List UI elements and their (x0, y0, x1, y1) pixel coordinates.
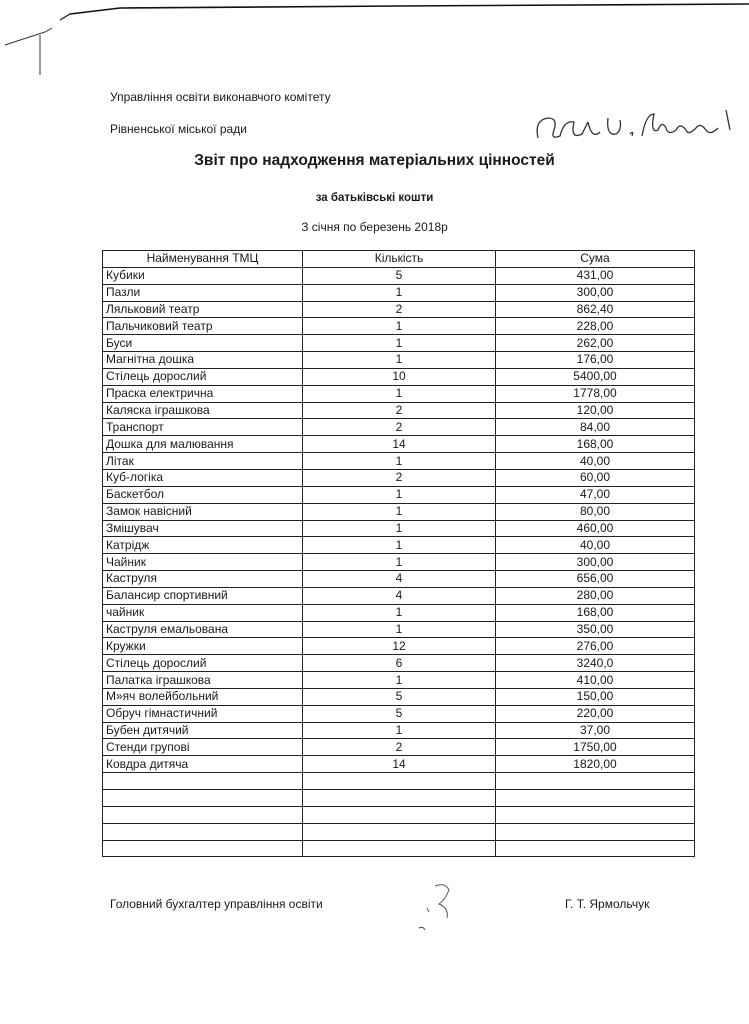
item-quantity: 1 (303, 537, 496, 554)
item-quantity: 1 (303, 486, 496, 503)
item-sum: 60,00 (496, 469, 695, 486)
item-name: чайник (103, 604, 303, 621)
item-quantity: 2 (303, 301, 496, 318)
item-quantity: 1 (303, 604, 496, 621)
empty-cell (303, 773, 496, 790)
table-row (103, 385, 695, 402)
table-row (103, 571, 695, 588)
item-name: Ковдра дитяча (103, 756, 303, 773)
item-quantity: 2 (303, 402, 496, 419)
item-sum: 47,00 (496, 486, 695, 503)
table-row (103, 368, 695, 385)
item-sum: 150,00 (496, 688, 695, 705)
empty-cell (496, 840, 695, 857)
item-name: Катрідж (103, 537, 303, 554)
item-quantity: 1 (303, 352, 496, 369)
item-quantity: 1 (303, 284, 496, 301)
item-sum: 176,00 (496, 352, 695, 369)
accountant-name: Г. Т. Ярмольчук (565, 897, 650, 911)
item-sum: 300,00 (496, 284, 695, 301)
item-quantity: 1 (303, 385, 496, 402)
table-row (103, 436, 695, 453)
item-quantity: 1 (303, 672, 496, 689)
table-row (103, 621, 695, 638)
item-name: Балансир спортивний (103, 587, 303, 604)
item-name: Палатка іграшкова (103, 672, 303, 689)
handwritten-signature (530, 100, 745, 155)
header-sum: Сума (496, 251, 695, 268)
item-sum: 84,00 (496, 419, 695, 436)
item-name: Буси (103, 335, 303, 352)
item-quantity: 6 (303, 655, 496, 672)
scan-edge-marks (0, 0, 749, 90)
table-row (103, 688, 695, 705)
item-quantity: 1 (303, 318, 496, 335)
table-row (103, 453, 695, 470)
item-name: Баскетбол (103, 486, 303, 503)
table-row (103, 503, 695, 520)
item-name: Каляска іграшкова (103, 402, 303, 419)
item-name: Транспорт (103, 419, 303, 436)
item-quantity: 14 (303, 436, 496, 453)
item-name: М»яч волейбольний (103, 688, 303, 705)
empty-table-row (103, 840, 695, 857)
table-row (103, 284, 695, 301)
item-sum: 220,00 (496, 705, 695, 722)
item-name: Пальчиковий театр (103, 318, 303, 335)
accountant-signature (405, 878, 465, 938)
item-sum: 168,00 (496, 436, 695, 453)
accountant-position: Головний бухгалтер управління освіти (110, 897, 323, 911)
item-sum: 1750,00 (496, 739, 695, 756)
table-row (103, 335, 695, 352)
empty-cell (303, 790, 496, 807)
table-row (103, 352, 695, 369)
item-quantity: 4 (303, 587, 496, 604)
item-name: Змішувач (103, 520, 303, 537)
item-sum: 350,00 (496, 621, 695, 638)
item-quantity: 5 (303, 705, 496, 722)
table-row (103, 402, 695, 419)
item-quantity: 14 (303, 756, 496, 773)
item-sum: 300,00 (496, 554, 695, 571)
item-name: Ляльковий театр (103, 301, 303, 318)
item-sum: 1778,00 (496, 385, 695, 402)
item-quantity: 2 (303, 419, 496, 436)
item-quantity: 12 (303, 638, 496, 655)
table-row (103, 469, 695, 486)
item-quantity: 1 (303, 453, 496, 470)
table-row (103, 587, 695, 604)
item-quantity: 1 (303, 520, 496, 537)
table-row (103, 655, 695, 672)
table-row (103, 537, 695, 554)
empty-cell (303, 823, 496, 840)
item-name: Каструля (103, 571, 303, 588)
empty-cell (303, 806, 496, 823)
item-sum: 120,00 (496, 402, 695, 419)
item-name: Дошка для малювання (103, 436, 303, 453)
item-sum: 40,00 (496, 453, 695, 470)
table-row (103, 520, 695, 537)
empty-table-row (103, 773, 695, 790)
item-name: Літак (103, 453, 303, 470)
empty-cell (496, 773, 695, 790)
item-quantity: 1 (303, 335, 496, 352)
item-sum: 862,40 (496, 301, 695, 318)
item-name: Праска електрична (103, 385, 303, 402)
organization-line-2: Рівненської міської ради (110, 122, 247, 136)
item-quantity: 2 (303, 739, 496, 756)
table-row (103, 419, 695, 436)
item-name: Чайник (103, 554, 303, 571)
item-name: Замок навісний (103, 503, 303, 520)
item-name: Пазли (103, 284, 303, 301)
empty-table-row (103, 806, 695, 823)
items-table (102, 250, 695, 857)
empty-table-row (103, 790, 695, 807)
item-quantity: 1 (303, 722, 496, 739)
table-row (103, 301, 695, 318)
table-row (103, 604, 695, 621)
header-quantity: Кількість (303, 251, 496, 268)
item-sum: 276,00 (496, 638, 695, 655)
item-quantity: 5 (303, 688, 496, 705)
item-quantity: 1 (303, 503, 496, 520)
table-row (103, 554, 695, 571)
report-period: З січня по березень 2018р (301, 220, 448, 234)
item-name: Стілець дорослий (103, 368, 303, 385)
item-quantity: 1 (303, 621, 496, 638)
item-sum: 3240,0 (496, 655, 695, 672)
table-row (103, 672, 695, 689)
empty-cell (496, 790, 695, 807)
item-sum: 1820,00 (496, 756, 695, 773)
document-title: Звіт про надходження матеріальних цінностей (194, 152, 555, 169)
item-name: Стілець дорослий (103, 655, 303, 672)
item-quantity: 4 (303, 571, 496, 588)
item-sum: 5400,00 (496, 368, 695, 385)
empty-cell (103, 773, 303, 790)
item-name: Куб-логіка (103, 469, 303, 486)
empty-table-row (103, 823, 695, 840)
table-row (103, 722, 695, 739)
item-sum: 262,00 (496, 335, 695, 352)
item-sum: 431,00 (496, 267, 695, 284)
item-name: Кубики (103, 267, 303, 284)
item-quantity: 10 (303, 368, 496, 385)
header-name: Найменування ТМЦ (103, 251, 303, 268)
item-name: Магнітна дошка (103, 352, 303, 369)
item-name: Бубен дитячий (103, 722, 303, 739)
item-sum: 80,00 (496, 503, 695, 520)
empty-cell (103, 840, 303, 857)
item-quantity: 5 (303, 267, 496, 284)
table-row (103, 486, 695, 503)
item-sum: 410,00 (496, 672, 695, 689)
empty-cell (103, 790, 303, 807)
empty-cell (496, 823, 695, 840)
item-sum: 656,00 (496, 571, 695, 588)
item-quantity: 2 (303, 469, 496, 486)
item-sum: 228,00 (496, 318, 695, 335)
document-subtitle: за батьківські кошти (315, 192, 434, 204)
empty-cell (103, 823, 303, 840)
item-name: Обруч гімнастичний (103, 705, 303, 722)
empty-cell (103, 806, 303, 823)
table-row (103, 267, 695, 284)
table-row (103, 739, 695, 756)
item-sum: 37,00 (496, 722, 695, 739)
item-name: Стенди групові (103, 739, 303, 756)
organization-line-1: Управління освіти виконавчого комітету (110, 90, 331, 104)
table-header-row (103, 251, 695, 268)
table-row (103, 705, 695, 722)
empty-cell (303, 840, 496, 857)
item-sum: 168,00 (496, 604, 695, 621)
empty-cell (496, 806, 695, 823)
item-sum: 280,00 (496, 587, 695, 604)
table-row (103, 638, 695, 655)
item-name: Кружки (103, 638, 303, 655)
item-quantity: 1 (303, 554, 496, 571)
table-row (103, 756, 695, 773)
table-row (103, 318, 695, 335)
item-sum: 460,00 (496, 520, 695, 537)
item-name: Каструля емальована (103, 621, 303, 638)
item-sum: 40,00 (496, 537, 695, 554)
